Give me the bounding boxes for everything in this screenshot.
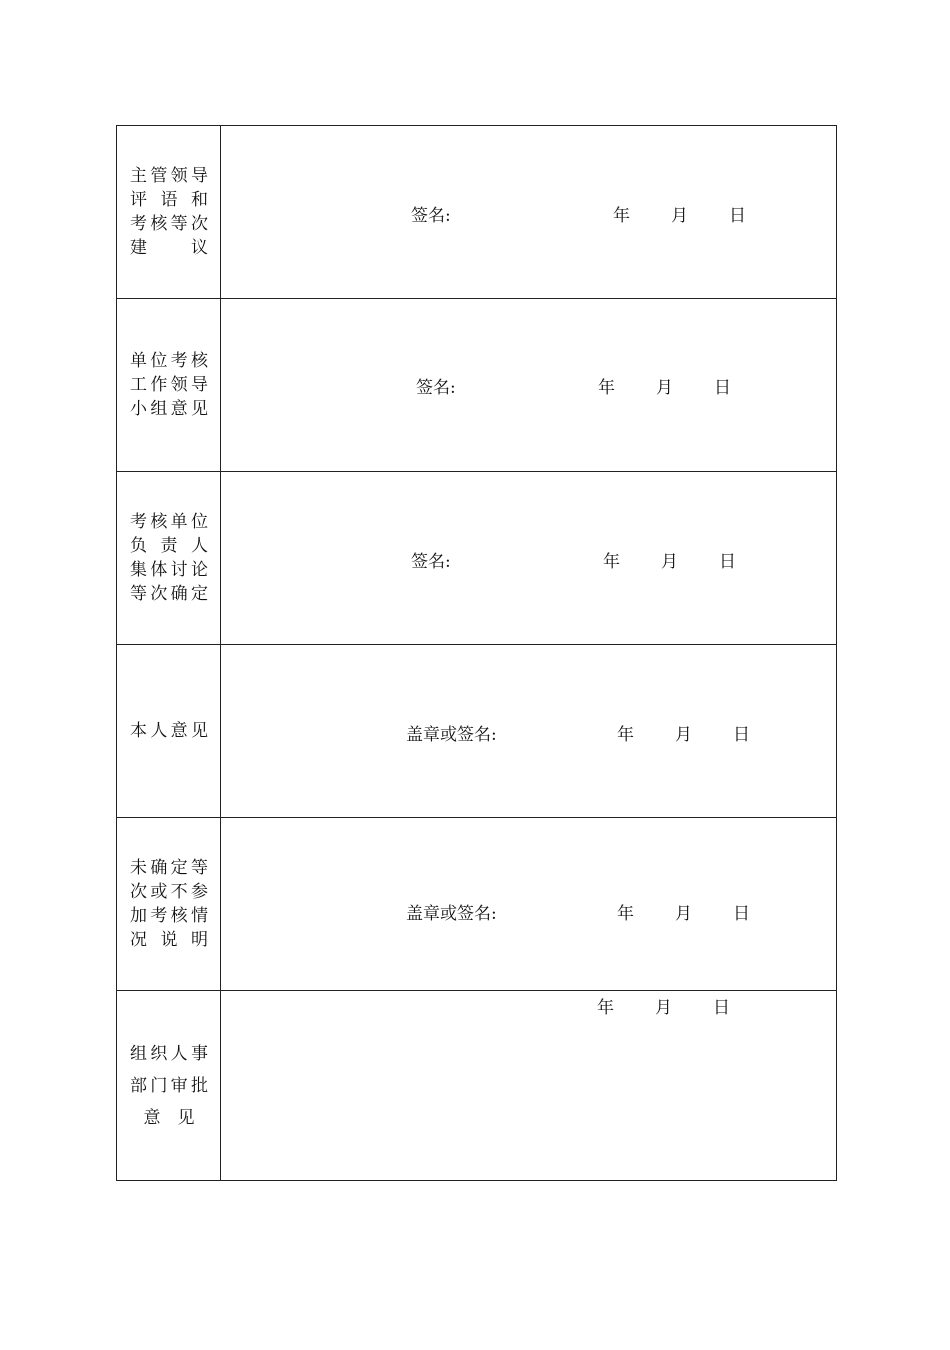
date-day: 日: [713, 998, 730, 1018]
signature-label: 签名:: [416, 378, 456, 398]
label-line: 意 见: [143, 1107, 195, 1128]
form-row-collective-decision: [117, 472, 837, 645]
signature-label: 盖章或签名:: [406, 725, 497, 745]
row-label: [117, 818, 221, 991]
date-month: 月: [661, 552, 678, 572]
label-line: 组织人事: [130, 1043, 208, 1064]
label-line: 考核单位: [130, 512, 208, 532]
comment-area[interactable]: [221, 126, 837, 299]
date-day: 日: [733, 904, 750, 924]
label-line: 考核等次: [130, 214, 208, 234]
label-line: 等次确定: [130, 584, 208, 604]
label-line: 部门审批: [130, 1075, 208, 1096]
signature-label: 签名:: [411, 552, 451, 572]
label-line: 评 语 和: [130, 190, 208, 210]
date-line: [617, 899, 750, 924]
comment-area[interactable]: [221, 299, 837, 472]
date-year: 年: [597, 998, 614, 1018]
comment-area[interactable]: [221, 818, 837, 991]
date-month: 月: [671, 206, 688, 226]
label-line: 未确定等: [130, 858, 208, 878]
row-label: [117, 299, 221, 472]
date-month: 月: [675, 904, 692, 924]
signature-label: 签名:: [411, 206, 451, 226]
comment-area[interactable]: [221, 645, 837, 818]
date-day: 日: [719, 552, 736, 572]
date-line: [597, 993, 730, 1018]
date-day: 日: [733, 725, 750, 745]
assessment-approval-form: [116, 125, 837, 1181]
label-line: 小组意见: [130, 399, 208, 419]
label-line: 集体讨论: [130, 560, 208, 580]
comment-area[interactable]: [221, 472, 837, 645]
date-year: 年: [603, 552, 620, 572]
date-line: [613, 201, 746, 226]
date-day: 日: [729, 206, 746, 226]
form-row-hr-approval: [117, 991, 837, 1181]
date-line: [598, 373, 731, 398]
label-line: 主管领导: [130, 166, 208, 186]
date-year: 年: [617, 725, 634, 745]
comment-area[interactable]: [221, 991, 837, 1181]
row-label: [117, 645, 221, 818]
date-line: [617, 720, 750, 745]
row-label: [117, 126, 221, 299]
label-line: 工作领导: [130, 375, 208, 395]
date-day: 日: [714, 378, 731, 398]
row-label: [117, 991, 221, 1181]
form-row-personal-opinion: [117, 645, 837, 818]
date-month: 月: [655, 998, 672, 1018]
form-row-undetermined-explanation: [117, 818, 837, 991]
row-label: [117, 472, 221, 645]
signature-label: 盖章或签名:: [406, 904, 497, 924]
form-row-leader-comment: [117, 126, 837, 299]
date-year: 年: [617, 904, 634, 924]
label-line: 本人意见: [130, 721, 208, 741]
label-line: 建 议: [130, 238, 208, 258]
label-line: 加考核情: [130, 906, 208, 926]
date-year: 年: [613, 206, 630, 226]
date-month: 月: [656, 378, 673, 398]
label-line: 负 责 人: [130, 536, 208, 556]
label-line: 况 说 明: [130, 930, 208, 950]
date-month: 月: [675, 725, 692, 745]
date-year: 年: [598, 378, 615, 398]
form-row-unit-leadership-opinion: [117, 299, 837, 472]
label-line: 单位考核: [130, 351, 208, 371]
date-line: [603, 547, 736, 572]
label-line: 次或不参: [130, 882, 208, 902]
